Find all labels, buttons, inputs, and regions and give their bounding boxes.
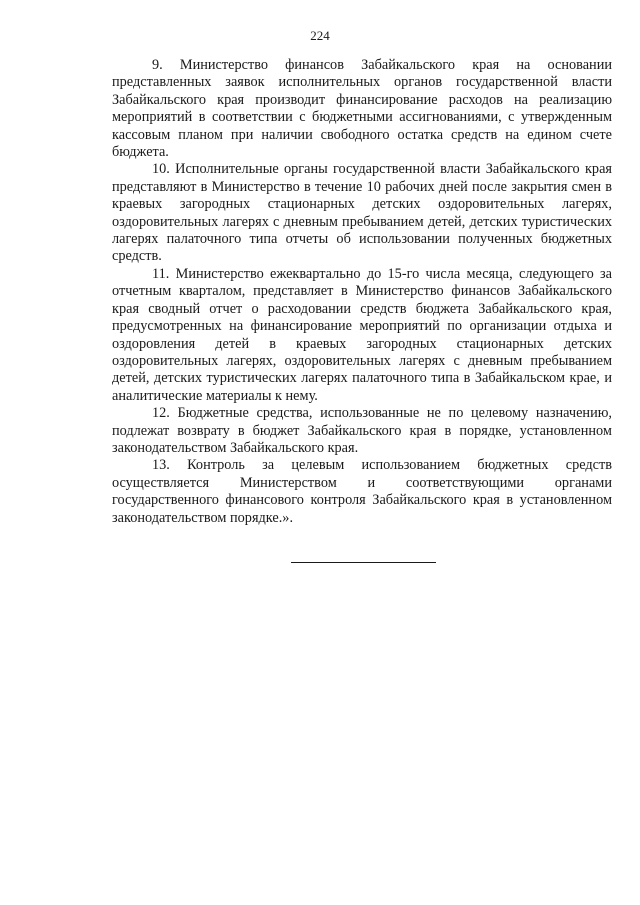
- paragraph-9: 9. Министерство финансов Забайкальского края на основании представленных заявок исполнительных органов государственной власти Забайкальского края производит финансирование расходов на реализацию мероприятий в соответствии с бюджетными ассигнованиями, с утвержденным кассовым планом при наличии свободного остатка средств на едином счете бюджета.: [112, 57, 612, 161]
- paragraph-12: 12. Бюджетные средства, использованные не по целевому назначению, подлежат возврату в бюджет Забайкальского края в порядке, установленном законодательством Забайкальского края.: [112, 405, 612, 456]
- paragraph-13: 13. Контроль за целевым использованием бюджетных средств осуществляется Министерством и соответствующими органами государственного финансового контроля Забайкальского края в установленном законодательством порядке.».: [112, 457, 612, 526]
- paragraph-11: 11. Министерство ежеквартально до 15-го числа месяца, следующего за отчетным кварталом, представляет в Министерство финансов Забайкальского края сводный отчет о расходовании средств бюджета Забайкальского края, предусмотренных на финансирование мероприятий по организации отдыха и оздоровления детей в краевых загородных стационарных детских оздоровительных лагерях, оздоровительных лагерях с дневным пребыванием детей, детских туристических лагерях палаточного типа в Забайкальском крае, и аналитические материалы к нему.: [112, 265, 612, 404]
- document-body: [112, 57, 612, 527]
- page-number: 224: [310, 28, 330, 43]
- end-of-text-rule: [291, 562, 436, 563]
- paragraph-10: 10. Исполнительные органы государственной власти Забайкальского края представляют в Министерство в течение 10 рабочих дней после закрытия смен в краевых загородных стационарных детских оздоровительных лагерях, оздоровительных лагерях с дневным пребыванием детей, детских туристических лагерях палаточного типа отчеты об использовании полученных бюджетных средств.: [112, 161, 612, 265]
